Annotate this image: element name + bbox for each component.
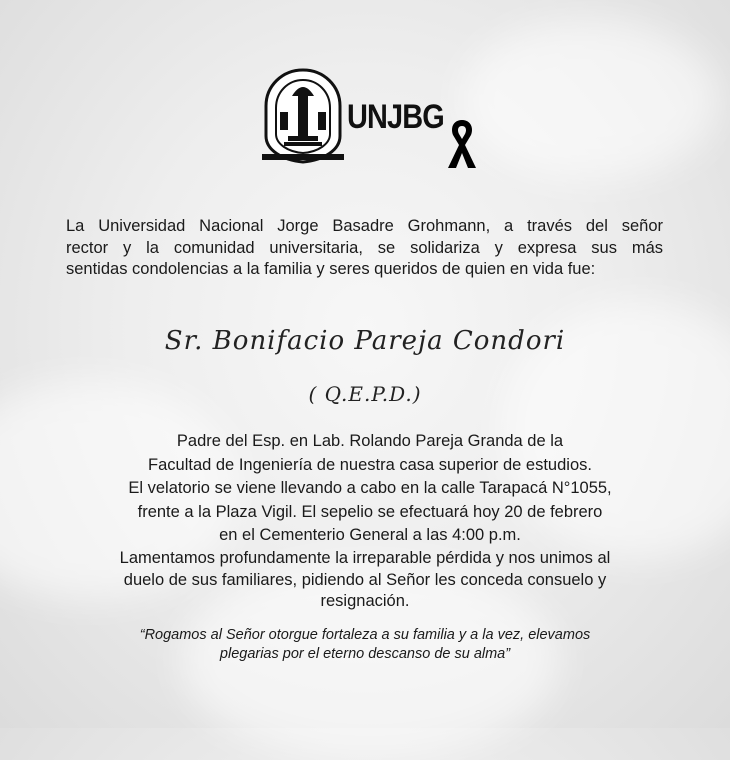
prayer-quote (80, 626, 650, 664)
quote-line: plegarias por el eterno descanso de su alma” (219, 646, 511, 662)
intro-paragraph (66, 216, 663, 281)
details-line: Padre del Esp. en Lab. Rolando Pareja Granda de la (176, 432, 564, 450)
closing-line: duelo de sus familiares, pidiendo al Señor les conceda consuelo y (123, 570, 607, 589)
university-seal-icon (262, 66, 344, 164)
closing-paragraph (60, 548, 670, 613)
closing-line: Lamentamos profundamente la irreparable pérdida y nos unimos al (119, 549, 611, 567)
qepd-label: ( Q.E.P.D.) (308, 382, 422, 406)
university-logo (262, 66, 482, 170)
background-cloud (460, 20, 720, 180)
mourning-ribbon-icon (445, 118, 479, 170)
details-line: frente a la Plaza Vigil. El sepelio se efectuará hoy 20 de febrero (137, 502, 603, 521)
deceased-name: Sr. Bonifacio Pareja Condori (164, 326, 566, 356)
details-line: Facultad de Ingeniería de nuestra casa superior de estudios. (148, 455, 592, 474)
intro-line: La Universidad Nacional Jorge Basadre Grohmann, a través del señor (66, 217, 663, 235)
details-line: en el Cementerio General a las 4:00 p.m. (219, 526, 521, 544)
closing-line: resignación. (320, 592, 410, 610)
intro-line: rector y la comunidad universitaria, se solidariza y expresa sus más (66, 238, 663, 257)
details-line: El velatorio se viene llevando a cabo en la calle Tarapacá N°1055, (128, 479, 612, 497)
quote-line: “Rogamos al Señor otorgue fortaleza a su familia y a la vez, elevamos (139, 627, 591, 643)
intro-line: sentidas condolencias a la familia y seres queridos de quien en vida fue: (66, 260, 596, 278)
university-acronym: UNJBG (347, 98, 444, 136)
details-paragraph (90, 430, 650, 548)
